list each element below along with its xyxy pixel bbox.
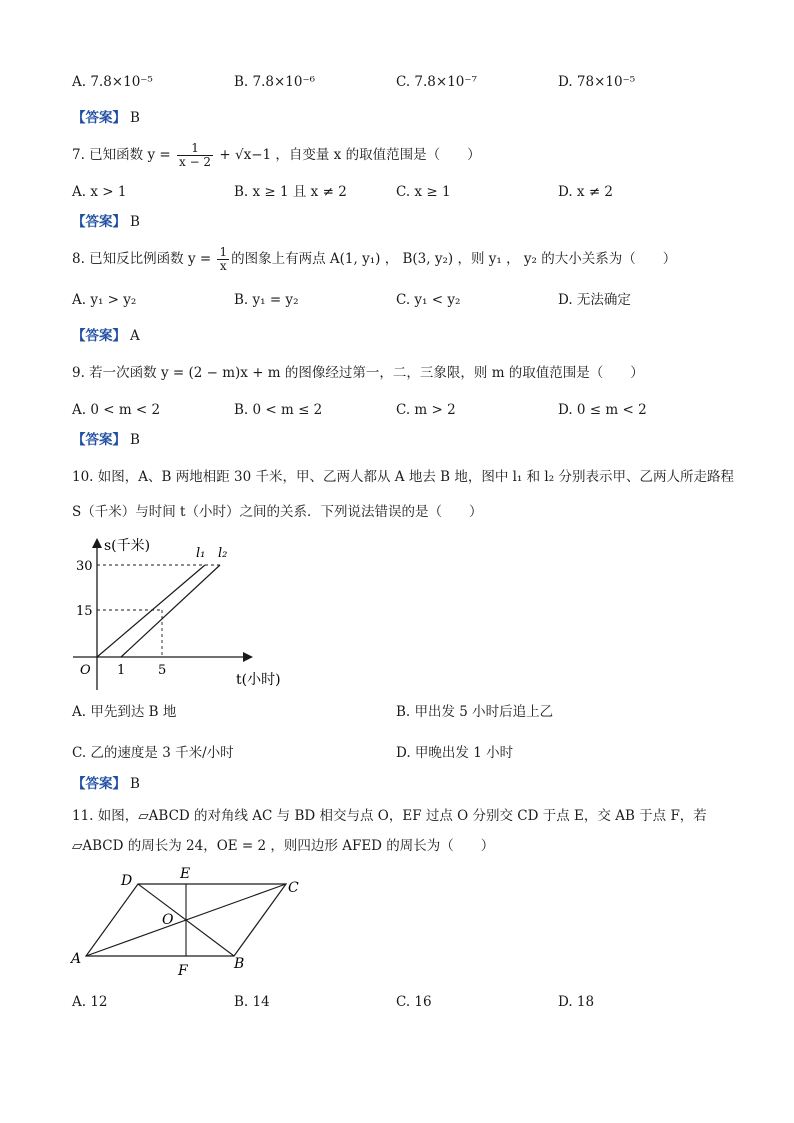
answer-value: B	[130, 776, 140, 792]
q8-answer	[72, 326, 140, 346]
point-o-label: O	[162, 912, 174, 928]
q8-fraction	[217, 246, 229, 273]
q7-stem-post: + √x−1 ，自变量 x 的取值范围是（ ）	[215, 147, 481, 163]
fraction-denominator: x	[219, 259, 227, 273]
q7-answer	[72, 212, 140, 232]
q6-option-a: A. 7.8×10⁻⁵	[72, 74, 153, 90]
q7-option-b: B. x ≥ 1 且 x ≠ 2	[234, 184, 347, 200]
q7-option-a: A. x > 1	[72, 184, 127, 200]
fraction-denominator: x − 2	[178, 155, 212, 169]
q6-answer	[72, 108, 140, 128]
q8-option-a: A. y₁ > y₂	[72, 292, 137, 308]
q10-option-a: A. 甲先到达 B 地	[72, 704, 177, 720]
q10-answer	[72, 774, 140, 794]
point-e-label: E	[180, 866, 191, 882]
q8-option-d: D. 无法确定	[558, 292, 631, 308]
line-l1	[97, 565, 205, 657]
fraction-numerator: 1	[177, 142, 213, 156]
q8-option-c: C. y₁ < y₂	[396, 292, 461, 308]
origin-label: O	[80, 663, 91, 678]
q10-graph	[68, 530, 298, 695]
q10-stem-line1: 10. 如图，A、B 两地相距 30 千米，甲、乙两人都从 A 地去 B 地，图中 l₁ 和 l₂ 分别表示甲、乙两人所走路程	[72, 469, 734, 485]
q9-option-b: B. 0 < m ≤ 2	[234, 402, 323, 418]
line-l2-label: l₂	[218, 546, 228, 561]
q6-option-d: D. 78×10⁻⁵	[558, 74, 636, 90]
answer-tag: 【答案】	[72, 328, 126, 344]
q9-option-c: C. m > 2	[396, 402, 456, 418]
q11-option-b: B. 14	[234, 994, 270, 1010]
vertex-c-label: C	[288, 880, 299, 896]
q11-option-a: A. 12	[72, 994, 108, 1010]
line-l1-label: l₁	[196, 546, 206, 561]
y-axis-arrow	[92, 538, 102, 548]
answer-tag: 【答案】	[72, 432, 126, 448]
answer-value: B	[130, 432, 140, 448]
x-tick-5: 5	[158, 663, 167, 678]
q9-stem: 9. 若一次函数 y = (2 − m)x + m 的图像经过第一，二，三象限，则 m 的取值范围是（ ）	[72, 365, 644, 381]
q10-stem-line2: S（千米）与时间 t（小时）之间的关系．下列说法错误的是（ ）	[72, 504, 483, 520]
fraction-numerator: 1	[219, 245, 228, 259]
q10-option-d: D. 甲晚出发 1 小时	[396, 745, 514, 761]
line-l2	[121, 565, 220, 657]
q11-stem-line2: ▱ABCD 的周长为 24，OE = 2 ，则四边形 AFED 的周长为（ ）	[72, 838, 495, 854]
q11-option-d: D. 18	[558, 994, 595, 1010]
q7-stem	[72, 142, 481, 169]
x-tick-1: 1	[117, 663, 126, 678]
vertex-d-label: D	[121, 873, 133, 889]
answer-value: B	[130, 110, 140, 126]
q8-stem	[72, 246, 676, 273]
q10-option-b: B. 甲出发 5 小时后追上乙	[396, 704, 554, 720]
q7-option-c: C. x ≥ 1	[396, 184, 451, 200]
vertex-b-label: B	[234, 956, 245, 972]
y-tick-30: 30	[76, 559, 93, 574]
q11-stem-line1: 11. 如图，▱ABCD 的对角线 AC 与 BD 相交与点 O，EF 过点 O 分别交 CD 于点 E，交 AB 于点 F，若	[72, 808, 707, 824]
q9-option-a: A. 0 < m < 2	[72, 402, 161, 418]
answer-tag: 【答案】	[72, 776, 126, 792]
q7-stem-pre: 7. 已知函数 y =	[72, 147, 175, 163]
q10-option-c: C. 乙的速度是 3 千米/小时	[72, 745, 234, 761]
q6-option-c: C. 7.8×10⁻⁷	[396, 74, 477, 90]
q9-answer	[72, 430, 140, 450]
q7-option-d: D. x ≠ 2	[558, 184, 614, 200]
x-axis-arrow	[243, 652, 253, 662]
q11-option-c: C. 16	[396, 994, 432, 1010]
q8-option-b: B. y₁ = y₂	[234, 292, 299, 308]
q11-figure	[68, 864, 308, 979]
answer-tag: 【答案】	[72, 214, 126, 230]
answer-tag: 【答案】	[72, 110, 126, 126]
vertex-a-label: A	[71, 951, 82, 967]
y-axis-label: s(千米)	[104, 538, 151, 554]
x-axis-label: t(小时)	[236, 672, 281, 688]
q6-option-b: B. 7.8×10⁻⁶	[234, 74, 315, 90]
q8-stem-pre: 8. 已知反比例函数 y =	[72, 251, 216, 267]
q7-fraction	[177, 142, 213, 169]
answer-value: B	[130, 214, 140, 230]
q8-stem-post: 的图象上有两点 A(1, y₁) ， B(3, y₂) ，则 y₁ ， y₂ 的大小关系为（ ）	[231, 251, 677, 267]
q9-option-d: D. 0 ≤ m < 2	[558, 402, 647, 418]
answer-value: A	[130, 328, 140, 344]
point-f-label: F	[178, 963, 188, 979]
y-tick-15: 15	[76, 604, 93, 619]
